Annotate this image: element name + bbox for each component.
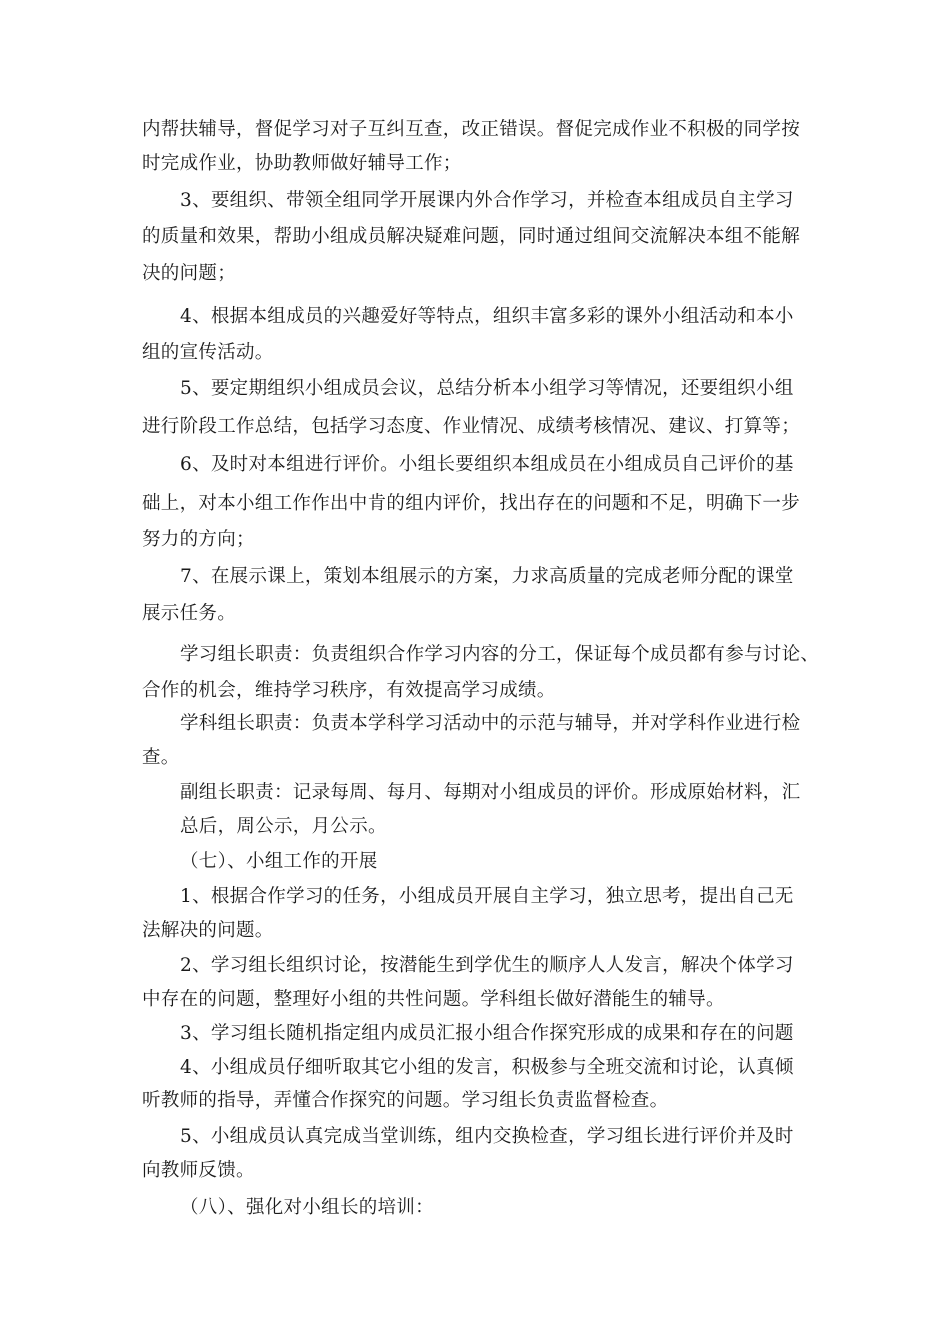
text-line: 学科组长职责：负责本学科学习活动中的示范与辅导，并对学科作业进行检 — [180, 713, 801, 734]
text-line: 1、根据合作学习的任务，小组成员开展自主学习，独立思考，提出自己无 — [180, 886, 794, 907]
text-line: 3、要组织、带领全组同学开展课内外合作学习，并检查本组成员自主学习 — [180, 190, 794, 211]
text-line: 合作的机会，维持学习秩序，有效提高学习成绩。 — [142, 680, 556, 701]
text-line: 展示任务。 — [142, 603, 237, 624]
text-line: 内帮扶辅导，督促学习对子互纠互查，改正错误。督促完成作业不积极的同学按 — [142, 119, 801, 140]
text-line: 查。 — [142, 747, 180, 768]
text-line: 决的问题； — [142, 263, 237, 284]
text-line: 副组长职责：记录每周、每月、每期对小组成员的评价。形成原始材料，汇 — [180, 782, 801, 803]
text-line: 时完成作业，协助教师做好辅导工作； — [142, 153, 462, 174]
section-heading: （八）、强化对小组长的培训： — [180, 1197, 434, 1218]
text-line: 6、及时对本组进行评价。小组长要组织本组成员在小组成员自己评价的基 — [180, 454, 794, 475]
text-line: 组的宣传活动。 — [142, 342, 274, 363]
text-line: 听教师的指导，弄懂合作探究的问题。学习组长负责监督检查。 — [142, 1090, 669, 1111]
text-line: 中存在的问题，整理好小组的共性问题。学科组长做好潜能生的辅导。 — [142, 989, 725, 1010]
text-line: 总后，周公示，月公示。 — [180, 816, 387, 837]
text-line: 学习组长职责：负责组织合作学习内容的分工，保证每个成员都有参与讨论、 — [180, 644, 820, 665]
text-line: 2、学习组长组织讨论，按潜能生到学优生的顺序人人发言，解决个体学习 — [180, 955, 794, 976]
text-line: 的质量和效果，帮助小组成员解决疑难问题，同时通过组间交流解决本组不能解 — [142, 226, 801, 247]
text-line: 进行阶段工作总结，包括学习态度、作业情况、成绩考核情况、建议、打算等； — [142, 416, 801, 437]
text-line: 7、在展示课上，策划本组展示的方案，力求高质量的完成老师分配的课堂 — [180, 566, 794, 587]
text-line: 努力的方向； — [142, 529, 255, 550]
text-line: 5、要定期组织小组成员会议，总结分析本小组学习等情况，还要组织小组 — [180, 378, 794, 399]
text-line: 法解决的问题。 — [142, 920, 274, 941]
text-line: 3、学习组长随机指定组内成员汇报小组合作探究形成的成果和存在的问题 — [180, 1023, 794, 1044]
section-heading: （七）、小组工作的开展 — [180, 851, 378, 872]
text-line: 4、根据本组成员的兴趣爱好等特点，组织丰富多彩的课外小组活动和本小 — [180, 306, 794, 327]
text-line: 4、小组成员仔细听取其它小组的发言，积极参与全班交流和讨论，认真倾 — [180, 1057, 794, 1078]
text-line: 础上，对本小组工作作出中肯的组内评价，找出存在的问题和不足，明确下一步 — [142, 493, 801, 514]
text-line: 向教师反馈。 — [142, 1160, 255, 1181]
text-line: 5、小组成员认真完成当堂训练，组内交换检查，学习组长进行评价并及时 — [180, 1126, 794, 1147]
